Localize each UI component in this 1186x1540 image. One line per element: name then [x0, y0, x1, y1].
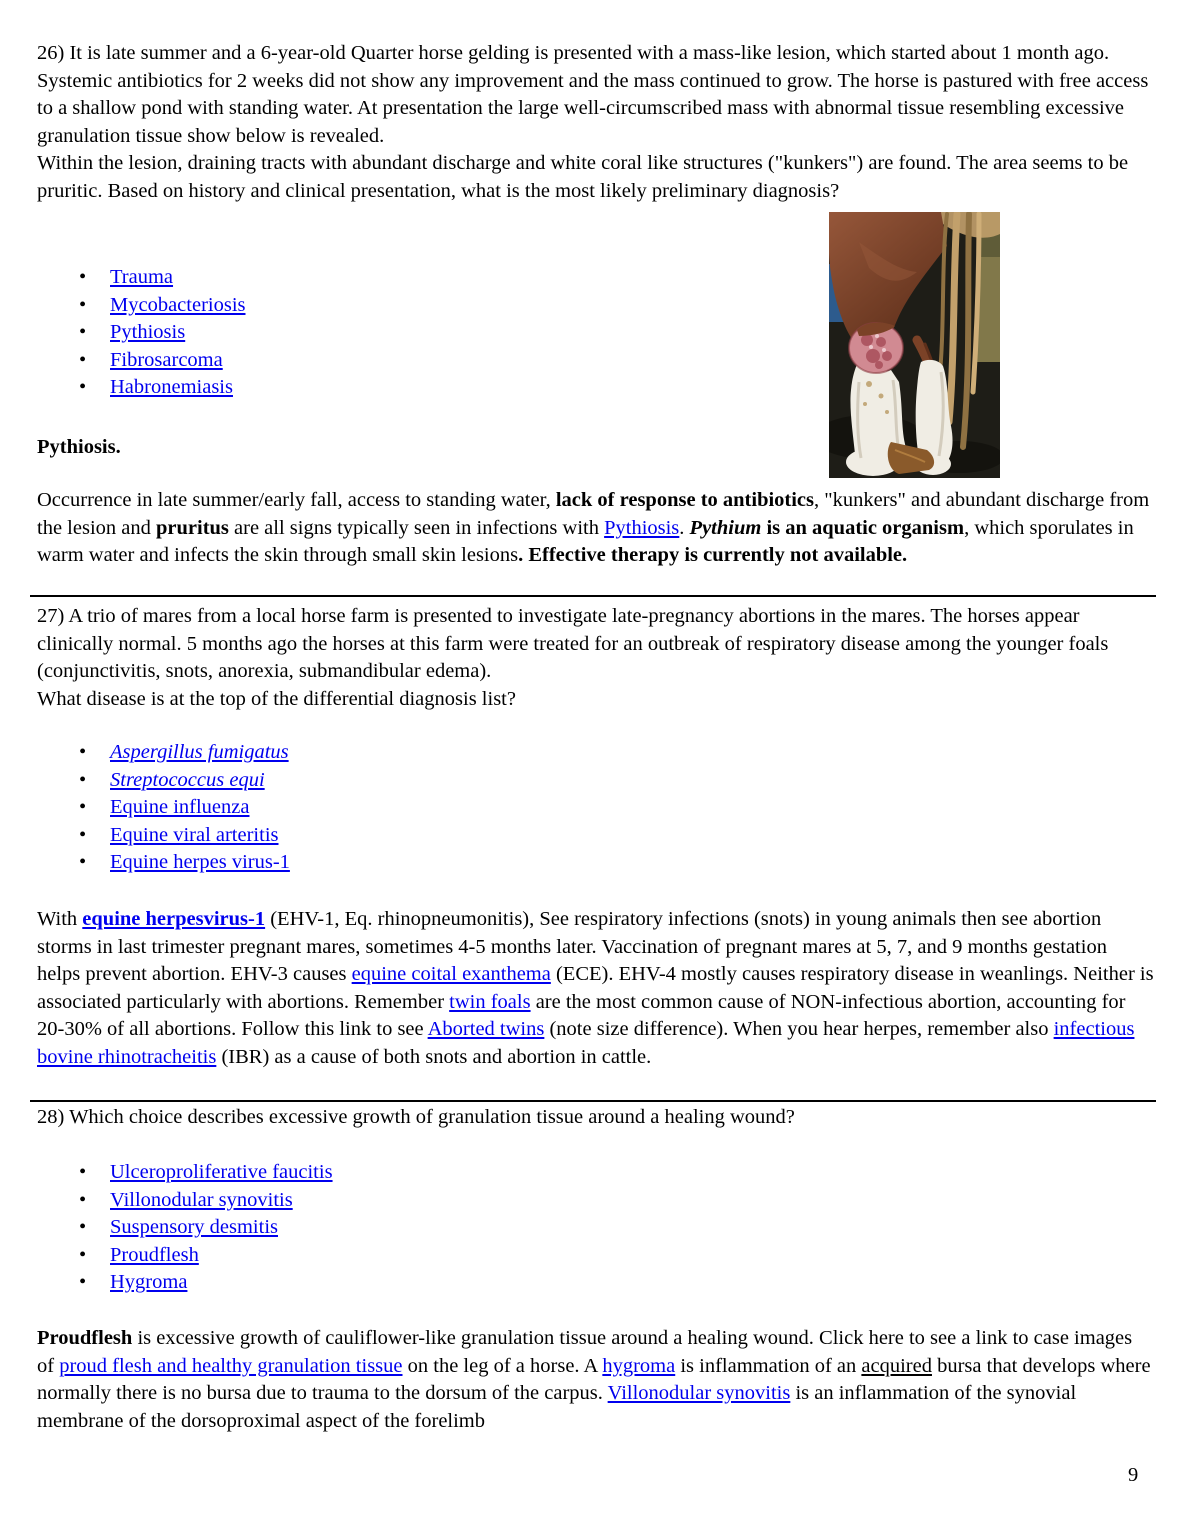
- option-link[interactable]: Habronemiasis: [110, 376, 233, 399]
- bullet-icon: •: [79, 321, 87, 344]
- text-segment: . Effective therapy is currently not available.: [518, 544, 908, 567]
- answer-option: [79, 1159, 333, 1187]
- text-segment: 27) A trio of mares from a local horse farm is presented to investigate late-pregnancy abortions in the mares. The horses appear clinically normal. 5 months ago the horses at this farm were treated for an outbreak of respiratory disease among the younger foals (conjunctivitis, snots, anorexia, submandibular edema).: [37, 605, 1109, 683]
- text-segment: are all signs typically seen in infections with: [228, 516, 605, 539]
- answer-option: [79, 1214, 333, 1242]
- text-segment: is inflammation of an: [675, 1354, 862, 1377]
- page-number: 9: [1128, 1464, 1139, 1486]
- answer-option: [79, 264, 246, 292]
- bullet-icon: •: [79, 293, 87, 316]
- option-link[interactable]: Equine influenza: [110, 796, 250, 819]
- answer-option: [79, 849, 290, 877]
- text-segment: is an inflammation of the synovial membrane of the dorsoproximal aspect of the forelimb: [37, 1382, 1077, 1432]
- text-segment: Occurrence in late summer/early fall, access to standing water,: [37, 489, 556, 511]
- answer-option: [79, 794, 290, 822]
- text-segment: are the most common cause of NON-infectious abortion, accounting for 20-30% of all abortions. Follow this link to see: [37, 990, 1126, 1041]
- bullet-icon: •: [79, 823, 87, 846]
- inline-link[interactable]: infectious bovine rhinotracheitis: [37, 1018, 1135, 1068]
- text-segment: is excessive growth of cauliflower-like granulation tissue around a healing wound. Click here to see a link to case images of: [37, 1327, 1133, 1377]
- option-link[interactable]: Mycobacteriosis: [110, 293, 246, 316]
- inline-link[interactable]: Pythiosis: [604, 516, 680, 539]
- option-link[interactable]: Proudflesh: [110, 1243, 199, 1266]
- answer-option: [79, 292, 246, 320]
- bullet-icon: •: [79, 1243, 87, 1266]
- bullet-icon: •: [79, 768, 87, 791]
- text-segment: on the leg of a horse. A: [402, 1354, 603, 1377]
- answer-heading: Pythiosis.: [37, 436, 121, 458]
- bullet-icon: •: [79, 1216, 87, 1239]
- bullet-icon: •: [79, 1271, 87, 1294]
- answer-option: [79, 1187, 333, 1215]
- question-27-text: [37, 603, 1154, 713]
- bullet-icon: •: [79, 266, 87, 288]
- option-link[interactable]: Trauma: [110, 266, 174, 288]
- text-segment: pruritus: [156, 516, 229, 539]
- inline-link[interactable]: Villonodular synovitis: [607, 1382, 791, 1405]
- answer-option: [79, 822, 290, 850]
- inline-link[interactable]: equine coital exanthema: [351, 963, 551, 986]
- text-segment: is an aquatic organism: [761, 516, 965, 539]
- option-link[interactable]: Ulceroproliferative faucitis: [110, 1161, 333, 1183]
- q28-options-list: [79, 1159, 333, 1297]
- text-segment: acquired: [861, 1354, 932, 1377]
- text-segment: What disease is at the top of the differential diagnosis list?: [37, 687, 516, 710]
- option-link[interactable]: Equine viral arteritis: [110, 823, 279, 846]
- answer-option: [79, 374, 246, 402]
- bullet-icon: •: [79, 851, 87, 874]
- inline-link[interactable]: hygroma: [602, 1354, 676, 1377]
- answer-option: [79, 739, 290, 767]
- inline-link[interactable]: equine herpesvirus-1: [82, 908, 266, 930]
- inline-link[interactable]: proud flesh and healthy granulation tissue: [59, 1354, 403, 1377]
- bullet-icon: •: [79, 741, 87, 763]
- answer-option: [79, 1269, 333, 1297]
- question-28-text: [37, 1104, 1154, 1132]
- text-segment: Pythium: [689, 516, 762, 539]
- text-segment: 28) Which choice describes excessive growth of granulation tissue around a healing wound?: [37, 1106, 795, 1128]
- section-divider: [30, 1100, 1156, 1102]
- text-segment: (note size difference). When you hear herpes, remember also: [544, 1018, 1054, 1041]
- q26-explanation-text: [37, 487, 1154, 570]
- text-segment: (ECE). EHV-4 mostly causes respiratory disease in weanlings. Neither is associated particularly with abortions. Remember: [37, 963, 1154, 1013]
- option-link[interactable]: Streptococcus equi: [110, 768, 265, 791]
- inline-link[interactable]: twin foals: [449, 990, 531, 1013]
- text-segment: Within the lesion, draining tracts with abundant discharge and white coral like structures ("kunkers") are found. The area seems to be pruritic. Based on history and clinical presentation, what is the most likely preliminary diagnosis?: [37, 152, 1129, 202]
- option-link[interactable]: Equine herpes virus-1: [110, 851, 290, 874]
- answer-option: [79, 347, 246, 375]
- section-divider: [30, 595, 1156, 597]
- option-link[interactable]: Suspensory desmitis: [110, 1216, 278, 1239]
- q27-options-list: [79, 739, 290, 877]
- text-segment: , "kunkers" and abundant discharge from the lesion and: [37, 489, 1150, 539]
- answer-option: [79, 1242, 333, 1270]
- option-link[interactable]: Villonodular synovitis: [110, 1188, 293, 1211]
- text-segment: bursa that develops where normally there is no bursa due to trauma to the dorsum of the carpus.: [37, 1354, 1151, 1405]
- option-link[interactable]: Pythiosis: [110, 321, 186, 344]
- text-segment: .: [679, 516, 690, 539]
- bullet-icon: •: [79, 1161, 87, 1183]
- text-segment: (IBR) as a cause of both snots and abortion in cattle.: [216, 1045, 652, 1068]
- bullet-icon: •: [79, 796, 87, 819]
- bullet-icon: •: [79, 1188, 87, 1211]
- question-26-text: [37, 40, 1154, 206]
- q26-options-list: [79, 264, 246, 402]
- q27-explanation-text: [37, 906, 1154, 1072]
- option-link[interactable]: Fibrosarcoma: [110, 348, 223, 371]
- text-segment: , which sporulates in warm water and infects the skin through small skin lesions: [37, 516, 1134, 567]
- text-segment: With: [37, 908, 83, 930]
- answer-option: [79, 767, 290, 795]
- text-segment: 26) It is late summer and a 6-year-old Quarter horse gelding is presented with a mass-like lesion, which started about 1 month ago. Systemic antibiotics for 2 weeks did not show any improvement and the mass continued to grow. The horse is pastured with free access to a shallow pond with standing water. At presentation the large well-circumscribed mass with abnormal tissue resembling excessive granulation tissue show below is revealed.: [37, 42, 1149, 147]
- text-segment: lack of response to antibiotics: [555, 489, 815, 511]
- q28-explanation-text: [37, 1325, 1154, 1435]
- bullet-icon: •: [79, 376, 87, 399]
- text-segment: (EHV-1, Eq. rhinopneumonitis), See respiratory infections (snots) in young animals then see abortion storms in last trimester pregnant mares, sometimes 4-5 months later. Vaccination of pregnant mares at 5, 7, and 9 months gestation helps prevent abortion. EHV-3 causes: [37, 908, 1107, 986]
- bullet-icon: •: [79, 348, 87, 371]
- inline-link[interactable]: Aborted twins: [427, 1018, 545, 1041]
- option-link[interactable]: Hygroma: [110, 1271, 188, 1294]
- text-segment: Proudflesh: [37, 1327, 133, 1349]
- option-link[interactable]: Aspergillus fumigatus: [110, 741, 289, 763]
- answer-option: [79, 319, 246, 347]
